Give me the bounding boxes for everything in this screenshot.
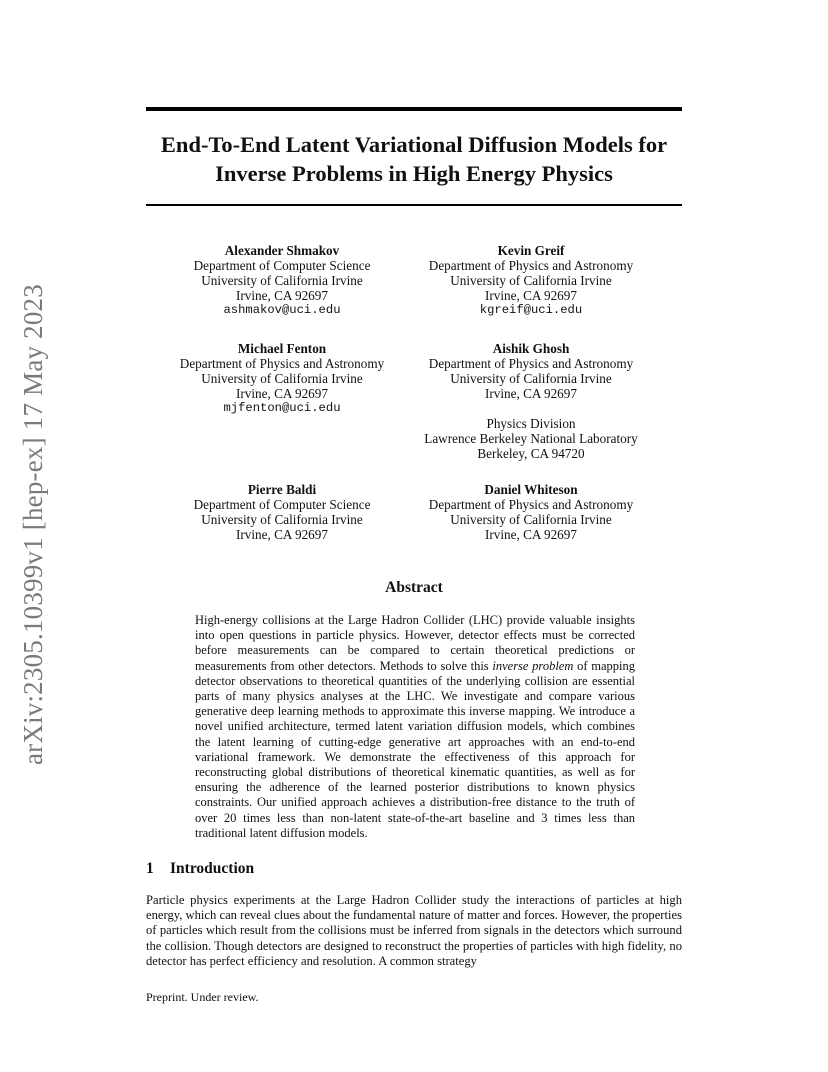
author-email: mjfenton@uci.edu (223, 401, 341, 415)
abstract-text-part: of mapping detector observations to theoretical quantities of the underlying collision are essential parts of many physics analyses at the LHC. We investigate and compare various generative deep learning methods to approximate this inverse mapping. We introduce a novel unified architecture, termed latent variation diffusion models, which combines the latent learning of cutting-edge generative art approaches with an end-to-end variational framework. We demonstrate the effectiveness of this approach for reconstructing global distributions of theoretical kinematic quantities, as well as for ensuring the adherence of the learned posterior distributions to known physics constraints. Our unified approach achieves a distribution-free distance to the truth of over 20 times less than non-latent state-of-the-art baseline and 3 times less than traditional latent diffusion models. (195, 658, 635, 840)
author-name: Alexander Shmakov (224, 243, 340, 258)
author-address: Irvine, CA 92697 (236, 288, 328, 303)
author-name: Daniel Whiteson (484, 482, 578, 497)
author-block-ghosh (400, 341, 662, 461)
author-block-shmakov (146, 243, 418, 318)
title-line-1: End-To-End Latent Variational Diffusion Models for (160, 132, 668, 157)
author-affiliation: Department of Physics and Astronomy (428, 258, 634, 273)
author-affiliation: Department of Physics and Astronomy (428, 497, 634, 512)
author-affiliation: Department of Computer Science (193, 497, 371, 512)
abstract-emphasis: inverse problem (492, 658, 574, 673)
author-address: Berkeley, CA 94720 (477, 446, 585, 461)
author-name: Michael Fenton (237, 341, 327, 356)
author-block-fenton (146, 341, 418, 416)
author-block-baldi (146, 482, 418, 542)
author-affiliation: Department of Physics and Astronomy (179, 356, 385, 371)
author-affiliation: Lawrence Berkeley National Laboratory (424, 431, 638, 446)
spacer (400, 401, 662, 416)
author-address: Irvine, CA 92697 (236, 386, 328, 401)
title-top-rule (146, 107, 682, 111)
title-line-2: Inverse Problems in High Energy Physics (215, 161, 613, 186)
abstract-heading: Abstract (385, 579, 443, 596)
author-address: Irvine, CA 92697 (485, 288, 577, 303)
author-address: Irvine, CA 92697 (485, 386, 577, 401)
author-affiliation: Department of Computer Science (193, 258, 371, 273)
author-affiliation: University of California Irvine (201, 371, 363, 386)
section-number: 1 (146, 860, 154, 877)
section-title: Introduction (170, 860, 255, 877)
author-affiliation: University of California Irvine (450, 273, 612, 288)
abstract-text-part: High-energy collisions at the Large Hadron Collider (LHC) provide valuable insights into open questions in particle physics. However, detector effects must be corrected before measurements can be compared to certain theoretical predictions or measurements from other detectors. Methods to solve this (195, 613, 635, 673)
abstract-text (195, 613, 635, 841)
author-affiliation: University of California Irvine (201, 512, 363, 527)
section-heading-introduction (146, 860, 254, 878)
author-email: kgreif@uci.edu (479, 303, 583, 317)
introduction-paragraph: Particle physics experiments at the Large Hadron Collider study the interactions of particles at high energy, which can reveal clues about the fundamental nature of matter and forces. However, the properties of particles which result from the collisions must be inferred from signals in the detectors which surround the collision. Though detectors are designed to reconstruct the properties of particles with high fidelity, no detector has perfect efficiency and resolution. A common strategy (146, 893, 682, 968)
author-name: Kevin Greif (497, 243, 565, 258)
author-name: Pierre Baldi (247, 482, 317, 497)
author-block-greif (400, 243, 662, 318)
author-block-whiteson (400, 482, 662, 542)
author-affiliation: Department of Physics and Astronomy (428, 356, 634, 371)
arxiv-identifier: arXiv:2305.10399v1 [hep-ex] 17 May 2023 (18, 284, 48, 765)
author-affiliation: University of California Irvine (450, 512, 612, 527)
author-affiliation: Physics Division (486, 416, 576, 431)
title-bottom-rule (146, 204, 682, 206)
footer-note: Preprint. Under review. (146, 990, 259, 1004)
author-affiliation: University of California Irvine (450, 371, 612, 386)
paper-title (146, 130, 682, 188)
author-name: Aishik Ghosh (492, 341, 570, 356)
author-email: ashmakov@uci.edu (223, 303, 341, 317)
author-address: Irvine, CA 92697 (485, 527, 577, 542)
author-affiliation: University of California Irvine (201, 273, 363, 288)
author-address: Irvine, CA 92697 (236, 527, 328, 542)
